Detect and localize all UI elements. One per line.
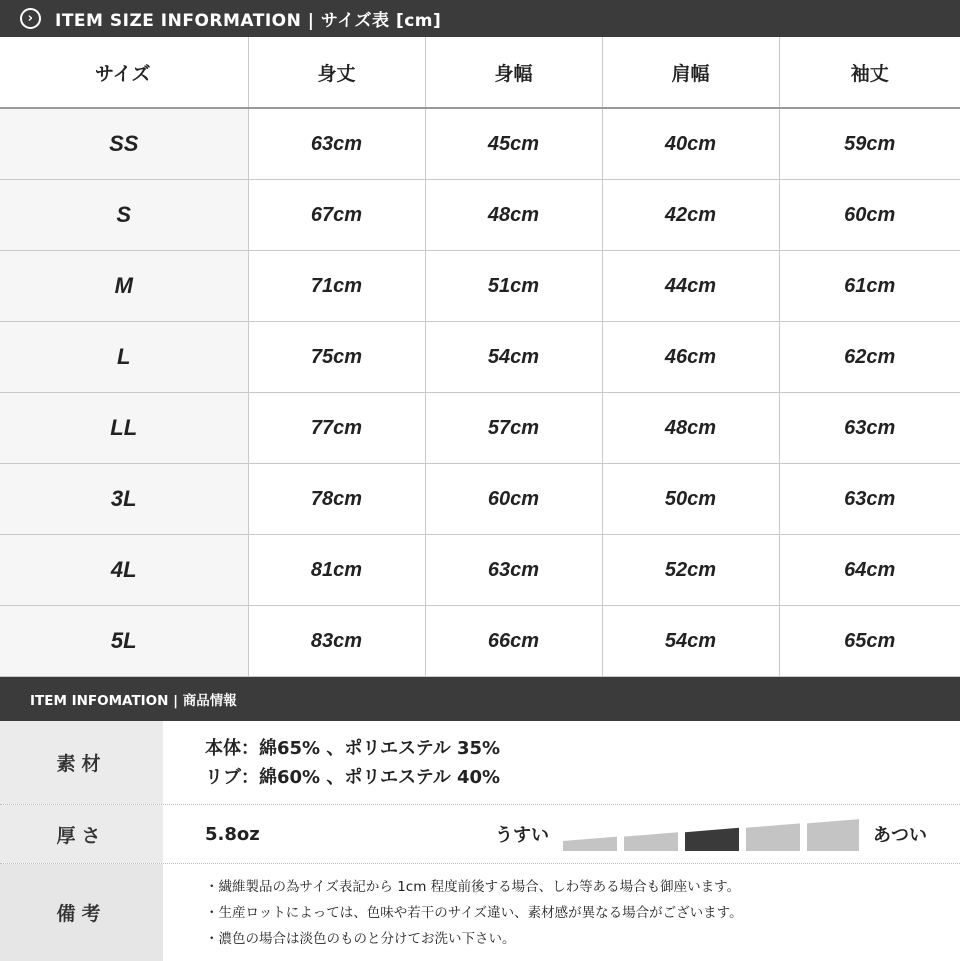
measurement-cell: 59cm — [779, 108, 960, 180]
measurement-cell: 67cm — [248, 180, 425, 251]
material-value — [163, 721, 960, 804]
measurement-cell: 81cm — [248, 535, 425, 606]
measurement-cell: 52cm — [602, 535, 779, 606]
size-cell: SS — [0, 108, 248, 180]
thickness-value-area — [163, 805, 960, 863]
measurement-cell: 42cm — [602, 180, 779, 251]
measurement-cell: 46cm — [602, 322, 779, 393]
notes-row — [0, 864, 960, 961]
measurement-cell: 60cm — [425, 464, 602, 535]
column-header-width: 身幅 — [425, 37, 602, 108]
thickness-value: 5.8oz — [205, 823, 260, 845]
measurement-cell: 63cm — [779, 464, 960, 535]
measurement-cell: 83cm — [248, 606, 425, 677]
size-cell: L — [0, 322, 248, 393]
scale-max-label: あつい — [873, 825, 927, 846]
measurement-cell: 45cm — [425, 108, 602, 180]
table-row — [0, 108, 960, 180]
table-row — [0, 180, 960, 251]
table-row — [0, 393, 960, 464]
thickness-scale-bars — [563, 817, 859, 851]
size-cell: LL — [0, 393, 248, 464]
measurement-cell: 78cm — [248, 464, 425, 535]
scale-min-label: うすい — [495, 825, 549, 846]
measurement-cell: 50cm — [602, 464, 779, 535]
size-cell: M — [0, 251, 248, 322]
measurement-cell: 61cm — [779, 251, 960, 322]
column-header-sleeve: 袖丈 — [779, 37, 960, 108]
scale-step — [624, 832, 678, 851]
column-header-length: 身丈 — [248, 37, 425, 108]
material-row — [0, 721, 960, 805]
notes-label: 備考 — [0, 864, 163, 961]
measurement-cell: 48cm — [602, 393, 779, 464]
table-row — [0, 535, 960, 606]
note-line: ・濃色の場合は淡色のものと分けてお洗い下さい。 — [205, 930, 516, 947]
table-row — [0, 606, 960, 677]
measurement-cell: 54cm — [425, 322, 602, 393]
table-row — [0, 251, 960, 322]
scale-step — [746, 823, 800, 851]
chevron-right-circle-icon: › — [20, 8, 41, 29]
table-row — [0, 464, 960, 535]
measurement-cell: 44cm — [602, 251, 779, 322]
measurement-cell: 54cm — [602, 606, 779, 677]
thickness-scale — [495, 817, 927, 851]
measurement-cell: 51cm — [425, 251, 602, 322]
measurement-cell: 71cm — [248, 251, 425, 322]
measurement-cell: 65cm — [779, 606, 960, 677]
measurement-cell: 62cm — [779, 322, 960, 393]
measurement-cell: 75cm — [248, 322, 425, 393]
size-cell: 4L — [0, 535, 248, 606]
material-line-body: 本体：綿65% 、ポリエステル 35% — [205, 737, 501, 759]
measurement-cell: 63cm — [425, 535, 602, 606]
measurement-cell: 66cm — [425, 606, 602, 677]
measurement-cell: 48cm — [425, 180, 602, 251]
item-info-header — [0, 677, 960, 721]
scale-step-selected — [685, 828, 739, 851]
material-line-rib: リブ：綿60% 、ポリエステル 40% — [205, 766, 501, 788]
size-cell: S — [0, 180, 248, 251]
measurement-cell: 77cm — [248, 393, 425, 464]
item-info-title: ITEM INFOMATION | 商品情報 — [30, 693, 237, 709]
size-info-title: ITEM SIZE INFORMATION | サイズ表 [cm] — [55, 11, 442, 31]
measurement-cell: 40cm — [602, 108, 779, 180]
scale-step — [807, 819, 859, 851]
note-line: ・生産ロットによっては、色味や若干のサイズ違い、素材感が異なる場合がございます。 — [205, 904, 743, 921]
size-info-header — [0, 0, 960, 37]
measurement-cell: 64cm — [779, 535, 960, 606]
thickness-label: 厚さ — [0, 805, 163, 863]
notes-value — [163, 864, 960, 961]
scale-step — [563, 837, 617, 851]
material-label: 素材 — [0, 721, 163, 804]
column-header-size: サイズ — [0, 37, 248, 108]
size-cell: 3L — [0, 464, 248, 535]
table-row — [0, 322, 960, 393]
measurement-cell: 63cm — [248, 108, 425, 180]
measurement-cell: 63cm — [779, 393, 960, 464]
measurement-cell: 60cm — [779, 180, 960, 251]
size-cell: 5L — [0, 606, 248, 677]
note-line: ・繊維製品の為サイズ表記から 1cm 程度前後する場合、しわ等ある場合も御座います。 — [205, 878, 741, 895]
size-table-header-row — [0, 37, 960, 108]
size-table — [0, 37, 960, 677]
thickness-row — [0, 805, 960, 864]
measurement-cell: 57cm — [425, 393, 602, 464]
column-header-shoulder: 肩幅 — [602, 37, 779, 108]
